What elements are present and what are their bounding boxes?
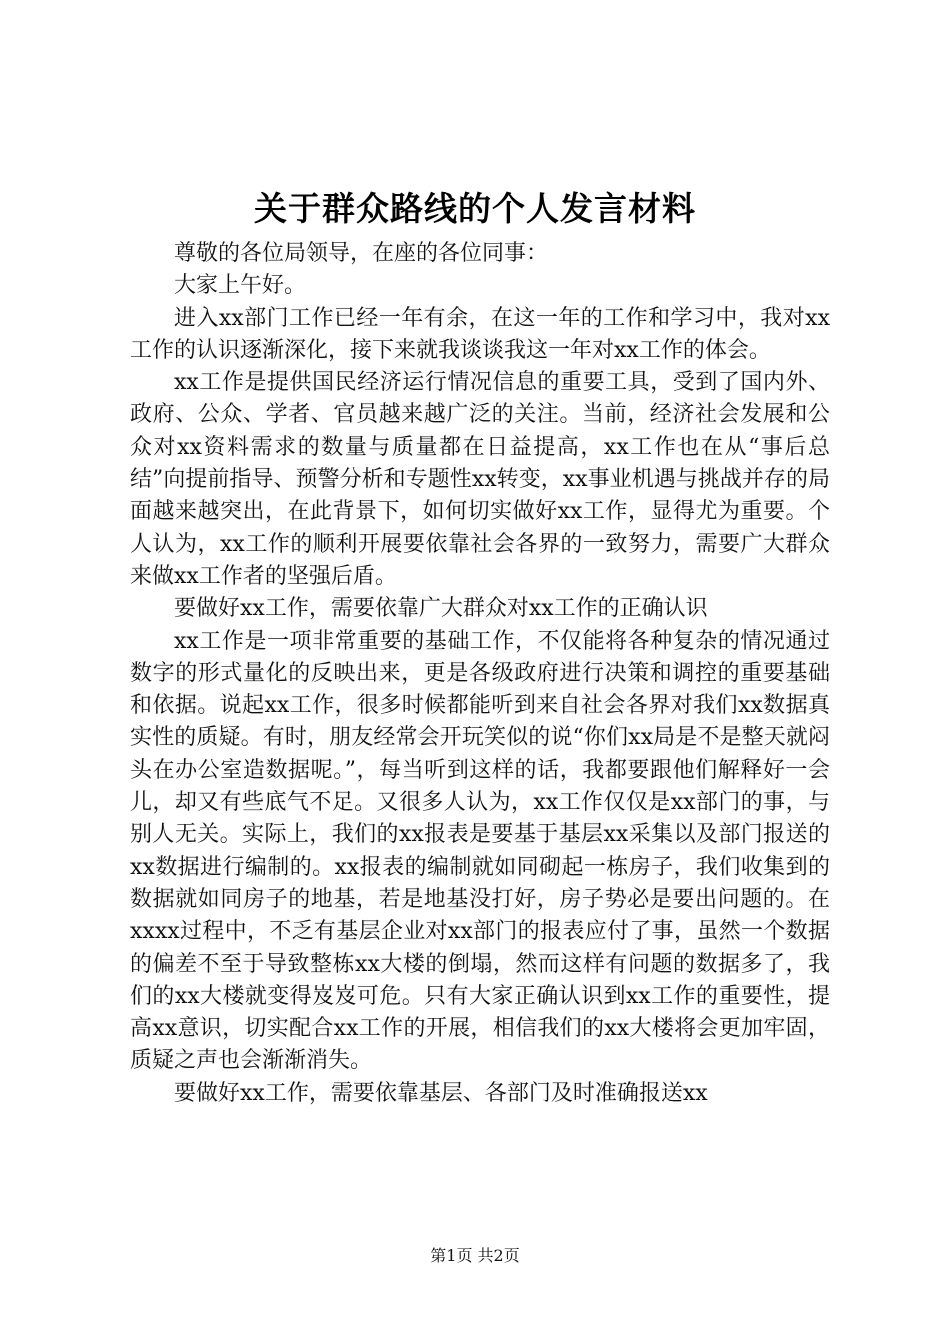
page-footer: 第1页 共2页 [430, 1246, 520, 1265]
paragraph-intro: 进入xx部门工作已经一年有余，在这一年的工作和学习中，我对xx工作的认识逐渐深化，接下来就我谈谈我这一年对xx工作的体会。 [130, 305, 830, 363]
paragraph-background: xx工作是提供国民经济运行情况信息的重要工具，受到了国内外、政府、公众、学者、官员越来越广泛的关注。当前，经济社会发展和公众对xx资料需求的数量与质量都在日益提高，xx工作也在从“事后总结”向提前指导、预警分析和专题性xx转变，xx事业机遇与挑战并存的局面越来越突出，在此背景下，如何切实做好xx工作，显得尤为重要。个人认为，xx工作的顺利开展要依靠社会各界的一致努力，需要广大群众来做xx工作者的坚强后盾。 [130, 370, 830, 589]
document-body [130, 238, 830, 1110]
paragraph-heading-2: 要做好xx工作，需要依靠基层、各部门及时准确报送xx [174, 1080, 708, 1106]
paragraph-salutation: 大家上午好。 [174, 273, 307, 299]
paragraph-heading-1: 要做好xx工作，需要依靠广大群众对xx工作的正确认识 [174, 596, 708, 622]
document-title: 关于群众路线的个人发言材料 [254, 189, 696, 228]
paragraph-greeting: 尊敬的各位局领导，在座的各位同事： [174, 241, 549, 266]
paragraph-understanding: xx工作是一项非常重要的基础工作，不仅能将各种复杂的情况通过数字的形式量化的反映出来，更是各级政府进行决策和调控的重要基础和依据。说起xx工作，很多时候都能听到来自社会各界对我们xx数据真实性的质疑。有时，朋友经常会开玩笑似的说“你们xx局是不是整天就闷头在办公室造数据呢。”，每当听到这样的话，我都要跟他们解释好一会儿，却又有些底气不足。又很多人认为，xx工作仅仅是xx部门的事，与别人无关。实际上，我们的xx报表是要基于基层xx采集以及部门报送的xx数据进行编制的。xx报表的编制就如同砌起一栋房子，我们收集到的数据就如同房子的地基，若是地基没打好，房子势必是要出问题的。在xxxx过程中，不乏有基层企业对xx部门的报表应付了事，虽然一个数据的偏差不至于导致整栋xx大楼的倒塌，然而这样有问题的数据多了，我们的xx大楼就变得岌岌可危。只有大家正确认识到xx工作的重要性，提高xx意识，切实配合xx工作的开展，相信我们的xx大楼将会更加牢固，质疑之声也会渐渐消失。 [130, 628, 830, 1074]
